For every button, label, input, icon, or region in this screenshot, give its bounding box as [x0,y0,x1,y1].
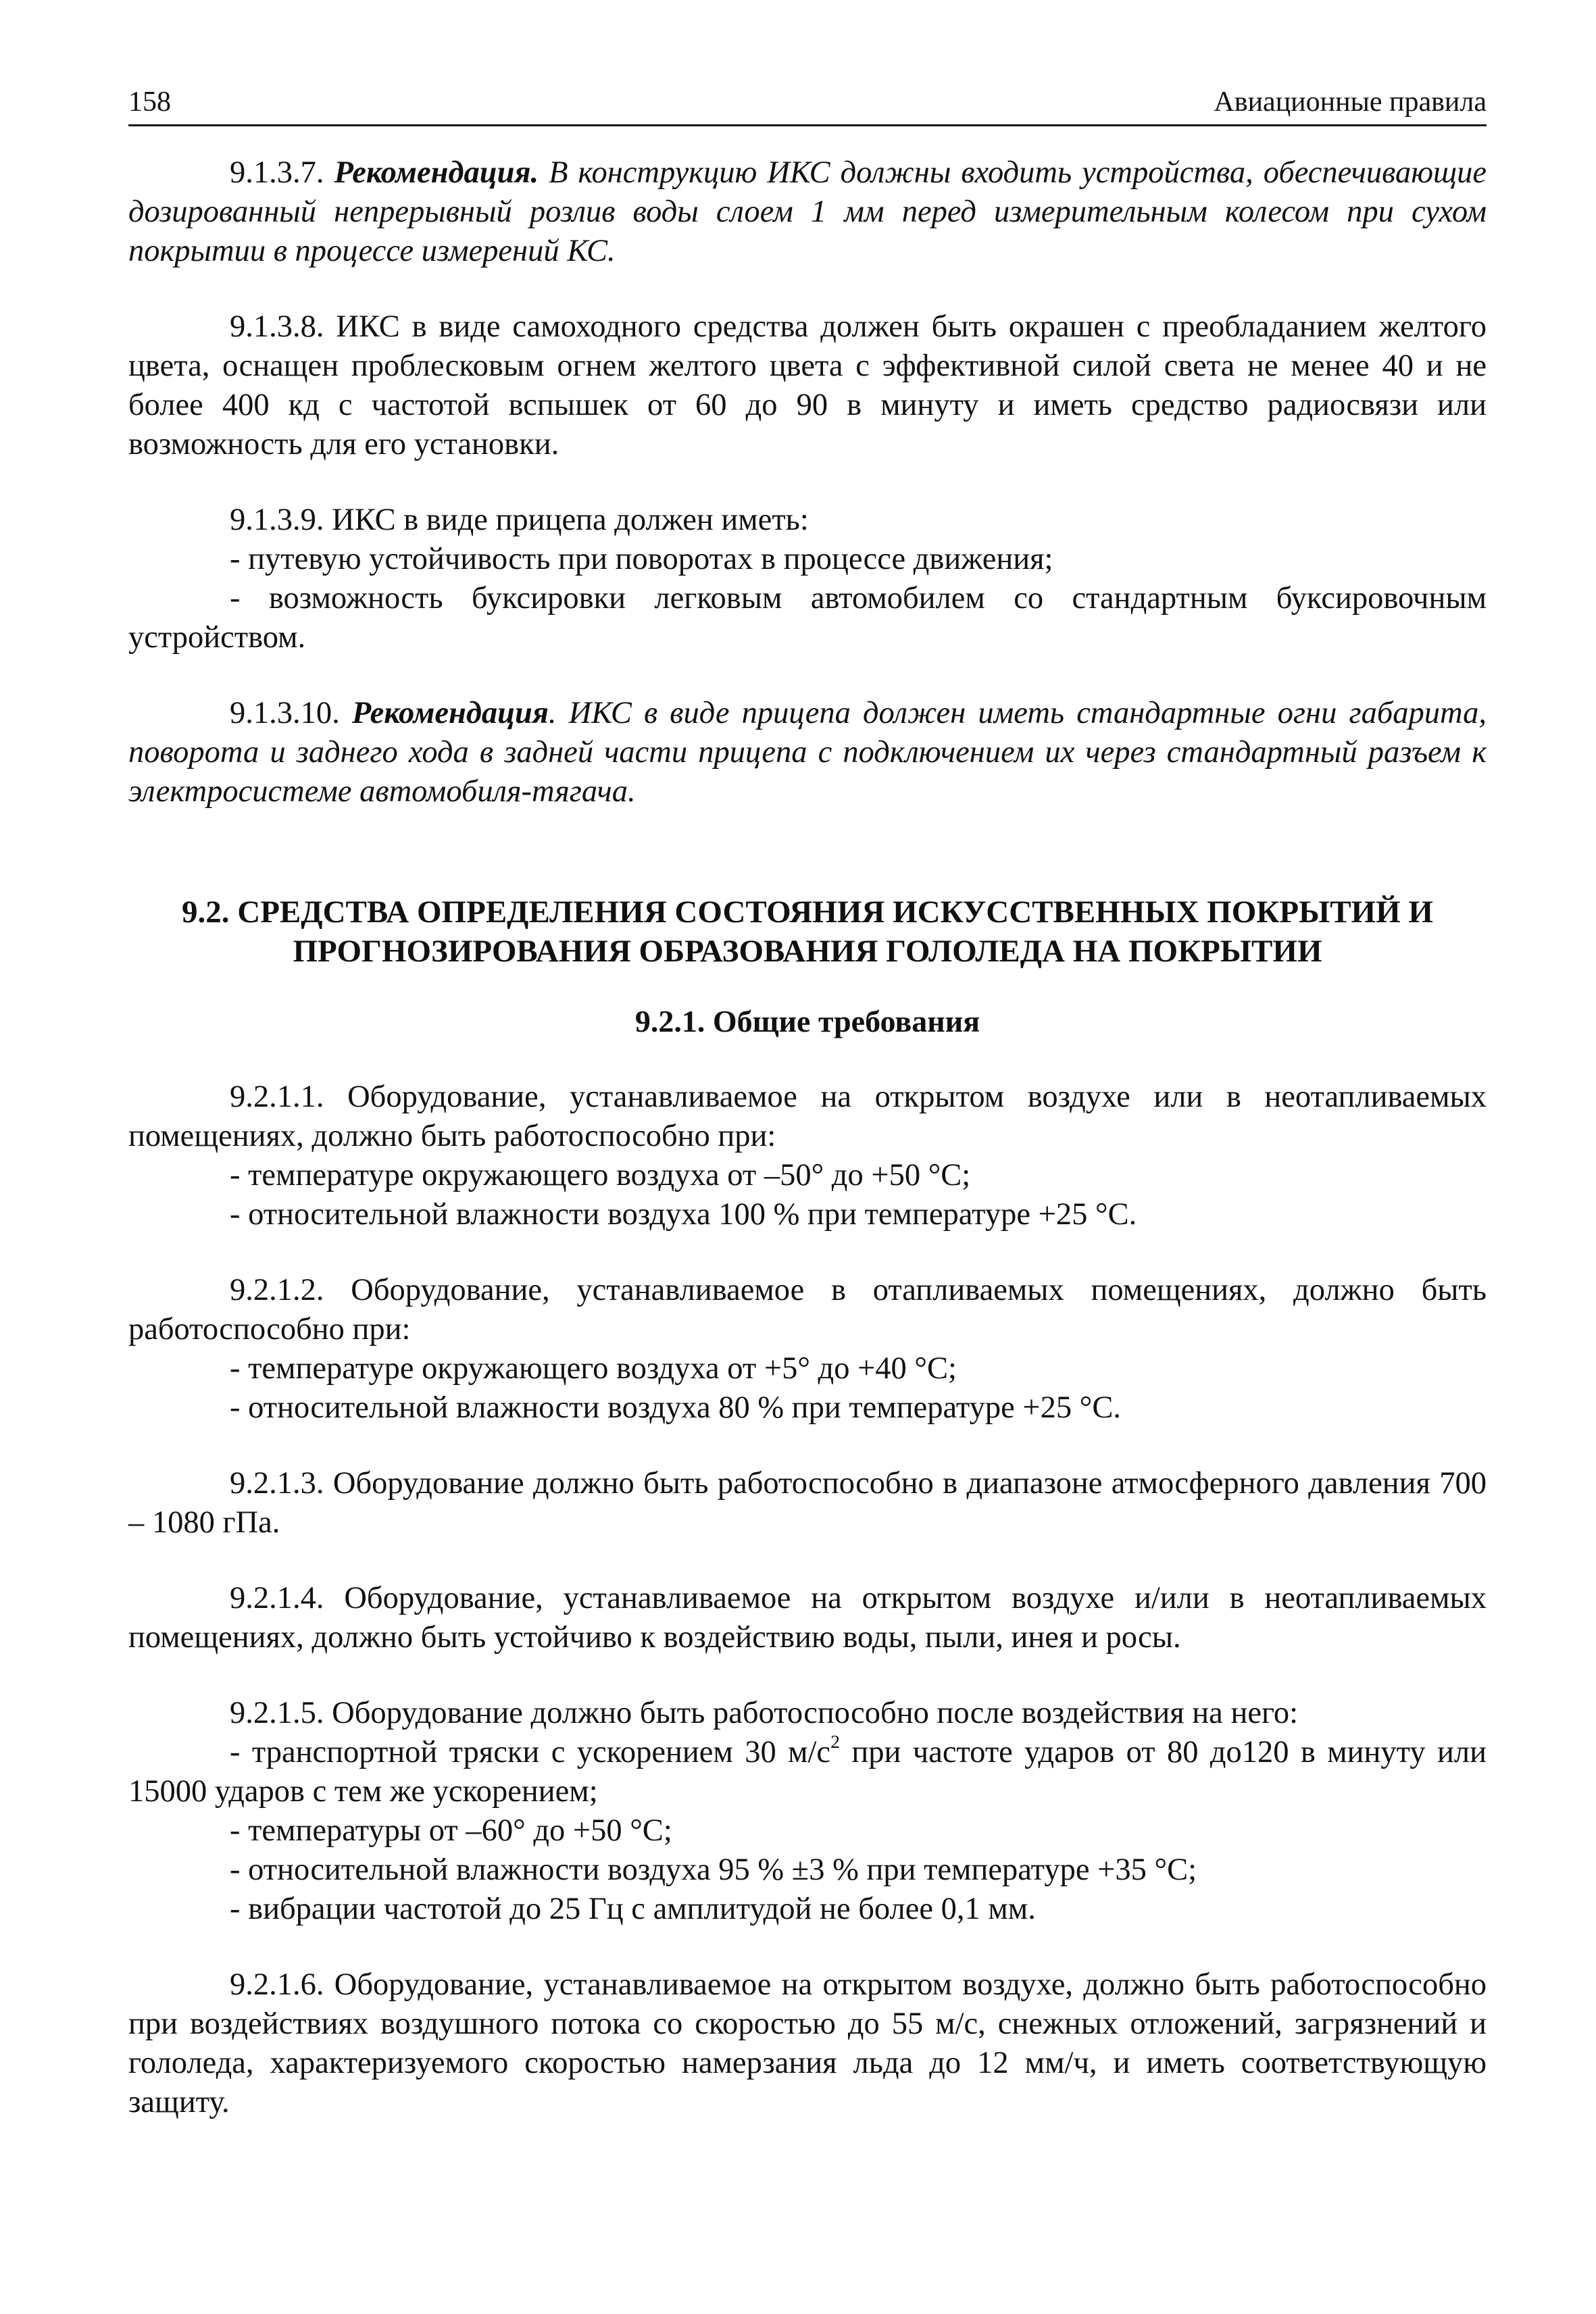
paragraph-9-2-1-1: 9.2.1.1. Оборудование, устанавливаемое на открытом воздухе или в неотапливаемых помещениях, должно быть работоспособно при: [128,1080,1487,1153]
paragraph-9-2-1-3: 9.2.1.3. Оборудование должно быть работоспособно в диапазоне атмосферного давления 700 – 1080 гПа. [128,1466,1487,1540]
list-item: - температуре окружающего воздуха от +5° до +40 °С; [230,1351,957,1386]
list-item: - путевую устойчивость при поворотах в процессе движения; [230,542,1053,576]
recommendation-text: В конструкцию ИКС должны входить устройства, обеспечивающие дозированный непрерывный розлив воды слоем 1 мм перед измерительным колесом при сухом покрытии в процессе измерений КС. [128,155,1487,268]
recommendation-label: Рекомендация [351,696,549,730]
list-item: - относительной влажности воздуха 100 % при температуре +25 °С. [230,1197,1137,1232]
paragraph-9-2-1-6: 9.2.1.6. Оборудование, устанавливаемое на открытом воздухе, должно быть работоспособно при воздействиях воздушного потока со скоростью до 55 м/с, снежных отложений, загрязнений и гололеда, характеризуемого скоростью намерзания льда до 12 мм/ч, и иметь соответствующую защиту. [128,1967,1487,2119]
list-item: - относительной влажности воздуха 95 % ±3 % при температуре +35 °С; [230,1853,1197,1887]
paragraph-9-2-1-5: 9.2.1.5. Оборудование должно быть работоспособно после воздействия на него: [230,1696,1299,1730]
list-item: - относительной влажности воздуха 80 % при температуре +25 °С. [230,1390,1121,1425]
page-header [128,80,1487,126]
list-item: - температуре окружающего воздуха от –50° до +50 °С; [230,1158,971,1192]
page-number: 158 [128,86,171,118]
section-heading [128,892,1487,971]
paragraph-9-2-1-4: 9.2.1.4. Оборудование, устанавливаемое на открытом воздухе и/или в неотапливаемых помещениях, должно быть устойчиво к воздействию воды, пыли, инея и росы. [128,1581,1487,1655]
paragraph-9-1-3-8: 9.1.3.8. ИКС в виде самоходного средства должен быть окрашен с преобладанием желтого цвета, оснащен проблесковым огнем желтого цвета с эффективной силой света не менее 40 и не более 400 кд с частотой вспышек от 60 до 90 в минуту и иметь средство радиосвязи или возможность для его установки. [128,309,1487,461]
document-body [128,126,1487,2122]
document-page [128,80,1487,2122]
section-heading-line-2: ПРОГНОЗИРОВАНИЯ ОБРАЗОВАНИЯ ГОЛОЛЕДА НА ПОКРЫТИИ [293,934,1322,969]
paragraph-9-1-3-9: 9.1.3.9. ИКС в виде прицепа должен иметь: [230,503,809,537]
paragraph-9-1-3-7 [128,153,1487,271]
subsection-heading: 9.2.1. Общие требования [634,1004,980,1038]
list-item: - возможность буксировки легковым автомобилем со стандартным буксировочным устройством. [128,581,1487,655]
paragraph-9-2-1-2: 9.2.1.2. Оборудование, устанавливаемое в отапливаемых помещениях, должно быть работоспособно при: [128,1273,1487,1347]
paragraph-9-1-3-10 [128,694,1487,811]
list-item-text: - транспортной тряски с ускорением 30 м/с [230,1735,831,1769]
running-title: Авиационные правила [1214,86,1487,118]
list-item: - вибрации частотой до 25 Гц с амплитудой не более 0,1 мм. [230,1892,1036,1926]
list-item-text: при частоте ударов от 80 до120 в минуту или 15000 ударов с тем же ускорением; [128,1735,1487,1809]
recommendation-label: Рекомендация. [334,155,539,190]
clause-number: 9.1.3.10. [230,696,352,730]
list-item: - температуры от –60° до +50 °С; [230,1813,672,1848]
superscript: 2 [830,1732,841,1753]
recommendation-text: . ИКС в виде прицепа должен иметь стандартные огни габарита, поворота и заднего хода в задней части прицепа с подключением их через стандартный разъем к электросистеме автомобиля-тягача. [128,696,1487,809]
clause-number: 9.1.3.7. [230,155,334,190]
section-heading-line-1: 9.2. СРЕДСТВА ОПРЕДЕЛЕНИЯ СОСТОЯНИЯ ИСКУССТВЕННЫХ ПОКРЫТИЙ И [182,895,1433,930]
list-item [128,1733,1487,1811]
